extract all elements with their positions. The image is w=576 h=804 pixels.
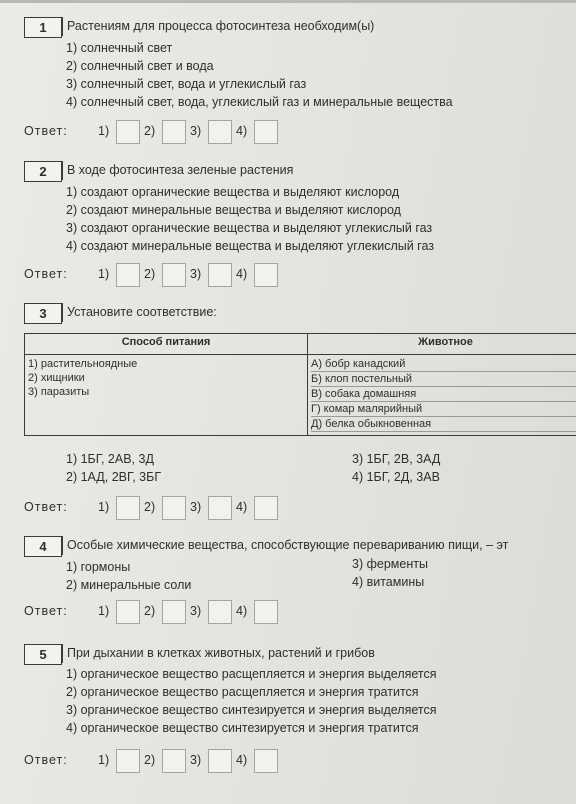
table-header-animal: Животное <box>308 334 576 355</box>
answer-slot-label: 4) <box>236 500 248 514</box>
answer-label: Ответ: <box>24 753 68 767</box>
answer-box-3[interactable] <box>208 600 232 624</box>
question-4-options-left <box>66 558 191 594</box>
question-3-option: 1) 1БГ, 2АВ, 3Д <box>66 452 154 466</box>
answer-slot-label: 3) <box>190 500 202 514</box>
answer-box-1[interactable] <box>116 263 140 287</box>
question-3-options-left <box>66 450 161 486</box>
question-5-option: 3) органическое вещество синтезируется и энергия выделяется <box>66 703 437 717</box>
question-3-text: Установите соответствие: <box>62 303 221 322</box>
answer-slot-label: 3) <box>190 604 202 618</box>
question-1-number: 1 <box>24 17 62 38</box>
answer-box-4[interactable] <box>254 120 278 144</box>
answer-box-1[interactable] <box>116 600 140 624</box>
question-1-text: Растениям для процесса фотосинтеза необходим(ы) <box>62 17 378 36</box>
question-1-option: 3) солнечный свет, вода и углекислый газ <box>66 77 307 91</box>
answer-box-1[interactable] <box>116 749 140 773</box>
answer-slot-label: 4) <box>236 604 248 618</box>
answer-box-2[interactable] <box>162 496 186 520</box>
answer-slot-label: 4) <box>236 753 248 767</box>
question-4-options-right <box>352 555 428 591</box>
answer-slot-label: 1) <box>98 753 110 767</box>
answer-slot-label: 2) <box>144 124 156 138</box>
question-5-options <box>66 665 437 737</box>
answer-label: Ответ: <box>24 500 68 514</box>
answer-slot-label: 4) <box>236 267 248 281</box>
answer-slot-label: 1) <box>98 604 110 618</box>
answer-box-2[interactable] <box>162 600 186 624</box>
feeding-type-item: 2) хищники <box>28 372 85 384</box>
animal-item: А) бобр канадский <box>311 357 576 372</box>
top-border-line <box>0 0 576 3</box>
question-5-option: 4) органическое вещество синтезируется и энергия тратится <box>66 721 419 735</box>
answer-slot-label: 1) <box>98 124 110 138</box>
question-2-number: 2 <box>24 161 62 182</box>
matching-table <box>24 333 576 436</box>
question-2-option: 3) создают органические вещества и выделяют углекислый газ <box>66 221 433 235</box>
question-3-option: 3) 1БГ, 2В, 3АД <box>352 452 441 466</box>
animal-item: Д) белка обыкновенная <box>311 417 576 432</box>
answer-label: Ответ: <box>24 124 68 138</box>
answer-slot-label: 2) <box>144 753 156 767</box>
answer-box-3[interactable] <box>208 263 232 287</box>
question-5-number: 5 <box>24 644 62 665</box>
answer-box-1[interactable] <box>116 496 140 520</box>
question-5-option: 1) органическое вещество расщепляется и энергия выделяется <box>66 667 437 681</box>
answer-slot-label: 1) <box>98 267 110 281</box>
animal-item: Б) клоп постельный <box>311 372 576 387</box>
feeding-type-item: 1) растительноядные <box>28 358 138 370</box>
answer-box-4[interactable] <box>254 496 278 520</box>
question-3-options-right <box>352 450 440 486</box>
feeding-type-item: 3) паразиты <box>28 386 90 398</box>
question-2-option: 2) создают минеральные вещества и выделяют кислород <box>66 203 401 217</box>
answer-slot-label: 3) <box>190 124 202 138</box>
question-4-option: 4) витамины <box>352 575 425 589</box>
question-1-option: 4) солнечный свет, вода, углекислый газ и минеральные вещества <box>66 95 453 109</box>
question-4-option: 2) минеральные соли <box>66 578 192 592</box>
question-2-text: В ходе фотосинтеза зеленые растения <box>62 161 297 180</box>
question-5-option: 2) органическое вещество расщепляется и энергия тратится <box>66 685 419 699</box>
question-3-option: 2) 1АД, 2ВГ, 3БГ <box>66 470 162 484</box>
answer-slot-label: 2) <box>144 604 156 618</box>
answer-box-2[interactable] <box>162 263 186 287</box>
answer-slot-label: 1) <box>98 500 110 514</box>
animal-item: В) собака домашняя <box>311 387 576 402</box>
question-3-number: 3 <box>24 303 62 324</box>
answer-slot-label: 3) <box>190 267 202 281</box>
table-header-feeding: Способ питания <box>25 334 308 355</box>
answer-slot-label: 3) <box>190 753 202 767</box>
answer-slot-label: 2) <box>144 267 156 281</box>
answer-box-4[interactable] <box>254 600 278 624</box>
question-2-option: 4) создают минеральные вещества и выделяют углекислый газ <box>66 239 435 253</box>
answer-label: Ответ: <box>24 604 68 618</box>
question-2-option: 1) создают органические вещества и выделяют кислород <box>66 185 400 199</box>
answer-slot-label: 4) <box>236 124 248 138</box>
answer-slot-label: 2) <box>144 500 156 514</box>
answer-box-4[interactable] <box>254 749 278 773</box>
answer-box-1[interactable] <box>116 120 140 144</box>
question-3-option: 4) 1БГ, 2Д, 3АВ <box>352 470 440 484</box>
answer-box-4[interactable] <box>254 263 278 287</box>
question-4-number: 4 <box>24 536 62 557</box>
question-5-text: При дыхании в клетках животных, растений и грибов <box>62 644 379 663</box>
question-4-option: 1) гормоны <box>66 560 131 574</box>
question-1-option: 2) солнечный свет и вода <box>66 59 214 73</box>
animals-cell <box>308 355 576 436</box>
question-1-options <box>66 39 453 111</box>
answer-box-3[interactable] <box>208 749 232 773</box>
animal-item: Г) комар малярийный <box>311 402 576 417</box>
question-1-option: 1) солнечный свет <box>66 41 173 55</box>
question-2-options <box>66 183 434 255</box>
answer-box-2[interactable] <box>162 120 186 144</box>
feeding-types-cell <box>25 355 308 436</box>
answer-box-3[interactable] <box>208 120 232 144</box>
question-4-text: Особые химические вещества, способствующие перевариванию пищи, – эт <box>62 536 512 555</box>
answer-box-3[interactable] <box>208 496 232 520</box>
answer-box-2[interactable] <box>162 749 186 773</box>
question-4-option: 3) ферменты <box>352 557 428 571</box>
answer-label: Ответ: <box>24 267 68 281</box>
